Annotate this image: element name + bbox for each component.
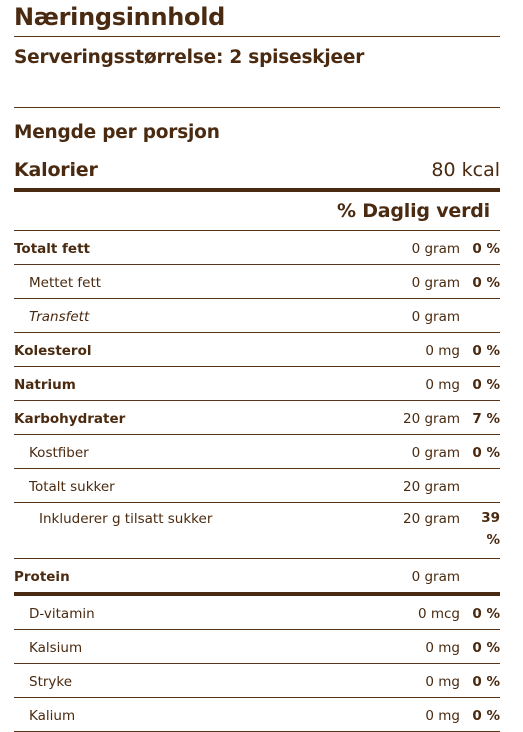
vitamin-qty: 0 mg [425,708,460,724]
nutrient-row-total-fat [14,231,500,264]
vitamin-name: Kalium [29,708,76,724]
nutrient-row-total-sugars [14,469,500,502]
vitamin-name: Stryke [29,674,73,690]
vitamin-pct: 0 % [472,674,500,690]
nutrient-pct [460,299,500,309]
nutrient-qty: 0 gram [411,241,460,257]
nutrient-name: Transfett [29,309,90,325]
daily-value-label: % Daglig verdi [336,200,490,222]
nutrient-name: Totalt fett [14,241,90,257]
nutrient-name: Natrium [14,377,76,393]
vitamin-row-calcium [14,630,500,663]
nutrient-qty: 0 gram [411,569,460,585]
nutrient-row-cholesterol [14,333,500,366]
nutrient-qty: 0 gram [411,445,460,461]
vitamin-row-iron [14,664,500,697]
nutrient-name: Protein [14,569,70,585]
nutrient-pct: 0 % [472,241,500,257]
nutrient-row-saturated-fat [14,265,500,298]
vitamin-qty: 0 mg [425,674,460,690]
vitamin-pct: 0 % [472,606,500,622]
nutrient-name: Inkluderer g tilsatt sukker [39,511,213,527]
nutrient-pct: 0 % [472,377,500,393]
nutrient-qty: 20 gram [402,411,460,427]
vitamin-qty: 0 mg [425,640,460,656]
nutrient-pct: 0 % [472,445,500,461]
nutrition-facts-panel [14,0,500,732]
nutrient-pct: 7 % [472,411,500,427]
nutrient-pct: 0 % [472,275,500,291]
daily-value-header [14,192,500,230]
vitamin-pct: 0 % [472,640,500,656]
nutrient-name: Kostfiber [29,445,89,461]
vitamin-name: D-vitamin [29,606,95,622]
nutrient-qty: 0 mg [425,343,460,359]
nutrient-row-carbohydrates [14,401,500,434]
nutrient-qty: 0 gram [411,275,460,291]
amount-per-serving: Mengde per porsjon [14,122,220,143]
nutrient-pct: 0 % [472,343,500,359]
nutrient-name: Totalt sukker [29,479,115,495]
nutrient-row-trans-fat [14,299,500,332]
nutrient-qty: 0 gram [411,309,460,325]
nutrient-qty: 0 mg [425,377,460,393]
nutrient-name: Mettet fett [29,275,102,291]
nutrient-pct [460,559,500,569]
nutrient-row-fiber [14,435,500,468]
calories-value: 80 kcal [431,159,500,181]
nutrient-name: Kolesterol [14,343,92,359]
nutrient-qty: 20 gram [402,479,460,495]
nutrient-pct [460,469,500,479]
nutrient-row-added-sugars [14,503,500,558]
vitamin-qty: 0 mcg [417,606,460,622]
vitamin-pct: 0 % [472,708,500,724]
calories-label: Kalorier [14,159,98,181]
nutrient-qty: 20 gram [402,511,460,527]
vitamin-row-d [14,596,500,629]
nutrient-row-protein [14,559,500,592]
nutrient-row-sodium [14,367,500,400]
page-title: Næringsinnhold [14,3,226,31]
serving-size: Serveringsstørrelse: 2 spiseskjeer [14,47,365,68]
nutrient-pct: 39 % [481,510,500,548]
vitamin-row-potassium [14,698,500,731]
nutrient-name: Karbohydrater [14,411,126,427]
vitamin-name: Kalsium [29,640,83,656]
calories-row [14,152,500,188]
